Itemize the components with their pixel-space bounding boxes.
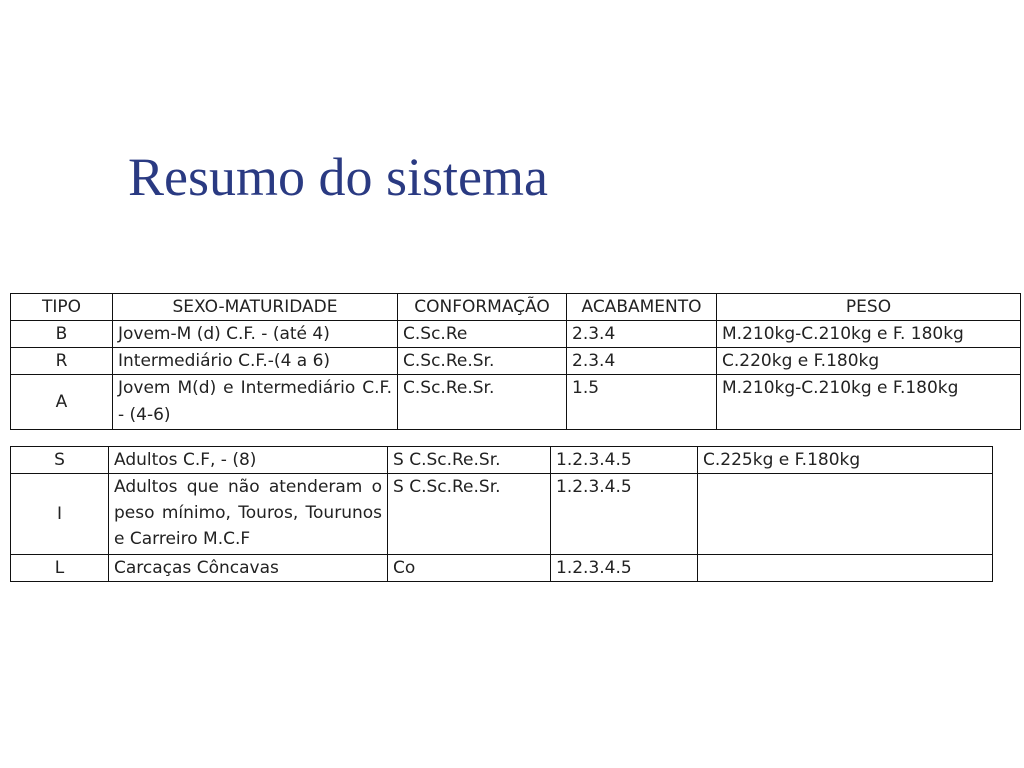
- table-row: [11, 375, 1021, 430]
- cell-peso: C.225kg e F.180kg: [698, 447, 993, 474]
- cell-tipo: A: [11, 375, 113, 430]
- cell-sexo-maturidade: Adultos C.F, - (8): [109, 447, 388, 474]
- table-row: [11, 474, 993, 555]
- header-sexo-maturidade: SEXO-MATURIDADE: [113, 294, 398, 321]
- cell-tipo: S: [11, 447, 109, 474]
- table-row: [11, 348, 1021, 375]
- cell-conformacao: Co: [388, 555, 551, 582]
- header-peso: PESO: [717, 294, 1021, 321]
- cell-peso: M.210kg-C.210kg e F. 180kg: [717, 321, 1021, 348]
- cell-conformacao: S C.Sc.Re.Sr.: [388, 474, 551, 555]
- classification-table-bottom: [10, 446, 993, 582]
- cell-peso: C.220kg e F.180kg: [717, 348, 1021, 375]
- cell-conformacao: C.Sc.Re.Sr.: [398, 348, 567, 375]
- cell-peso: [698, 555, 993, 582]
- cell-tipo: B: [11, 321, 113, 348]
- cell-sexo-maturidade: Adultos que não atenderam o peso mínimo, Touros, Tourunos e Carreiro M.C.F: [109, 474, 388, 555]
- cell-tipo: I: [11, 474, 109, 555]
- cell-conformacao: C.Sc.Re: [398, 321, 567, 348]
- cell-sexo-maturidade: Jovem-M (d) C.F. - (até 4): [113, 321, 398, 348]
- table-row: [11, 447, 993, 474]
- cell-acabamento: 1.2.3.4.5: [551, 447, 698, 474]
- table-row: [11, 555, 993, 582]
- cell-acabamento: 1.2.3.4.5: [551, 555, 698, 582]
- cell-acabamento: 2.3.4: [567, 348, 717, 375]
- cell-peso: [698, 474, 993, 555]
- table-row: [11, 321, 1021, 348]
- cell-sexo-maturidade: Intermediário C.F.-(4 a 6): [113, 348, 398, 375]
- header-tipo: TIPO: [11, 294, 113, 321]
- cell-acabamento: 1.5: [567, 375, 717, 430]
- cell-conformacao: C.Sc.Re.Sr.: [398, 375, 567, 430]
- classification-table-top: [10, 293, 1021, 430]
- cell-sexo-maturidade: Carcaças Côncavas: [109, 555, 388, 582]
- cell-peso: M.210kg-C.210kg e F.180kg: [717, 375, 1021, 430]
- cell-sexo-maturidade: Jovem M(d) e Intermediário C.F. - (4-6): [113, 375, 398, 430]
- table-header-row: [11, 294, 1021, 321]
- cell-acabamento: 2.3.4: [567, 321, 717, 348]
- cell-acabamento: 1.2.3.4.5: [551, 474, 698, 555]
- cell-tipo: L: [11, 555, 109, 582]
- slide-title: Resumo do sistema: [128, 147, 548, 207]
- header-acabamento: ACABAMENTO: [567, 294, 717, 321]
- header-conformacao: CONFORMAÇÃO: [398, 294, 567, 321]
- cell-tipo: R: [11, 348, 113, 375]
- cell-conformacao: S C.Sc.Re.Sr.: [388, 447, 551, 474]
